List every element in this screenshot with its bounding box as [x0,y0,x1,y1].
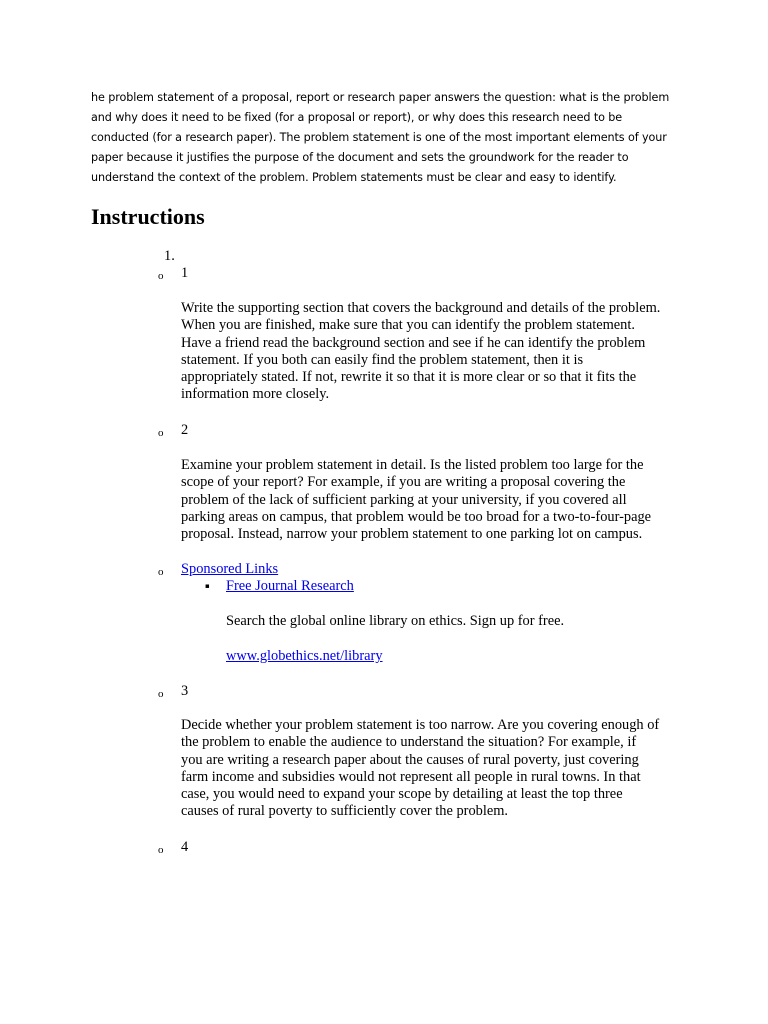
step-number: 3 [181,683,189,699]
square-bullet-marker: ▪ [205,582,210,590]
intro-paragraph: he problem statement of a proposal, report or research paper answers the question: what is the problem and why does it need to be fixed (for a proposal or report), or why does this research need to be conducted (for a research paper). The problem statement is one of the most important elements of your paper because it justifies the purpose of the document and sets the groundwork for the reader to understand the context of the problem. Problem statements must be clear and easy to identify. [91,91,670,184]
section-heading: Instructions [91,204,205,229]
bullet-marker: o [158,427,164,439]
ad-title-link[interactable]: Free Journal Research [226,578,354,594]
step-number: 2 [181,422,189,438]
bullet-marker: o [158,270,164,282]
step-text: Examine your problem statement in detail. Is the listed problem too large for the scope of your report? For example, if you are writing a proposal covering the problem of the lack of sufficient parking at your university, if you covered all parking areas on campus, that problem would be too broad for a two-to-four-page proposal. Instead, narrow your problem statement to one parking lot on campus. [181,457,652,543]
ad-url-link[interactable]: www.globethics.net/library [226,648,383,664]
bullet-marker: o [158,566,164,578]
bullet-marker: o [158,844,164,856]
step-text: Write the supporting section that covers the background and details of the problem. When you are finished, make sure that you can identify the problem statement. Have a friend read the background section and see if he can identify the problem statement. If you both can easily find the problem statement, then it is appropriately stated. If not, rewrite it so that it is more clear or so that it fits the information more closely. [181,300,661,403]
step-text: Decide whether your problem statement is too narrow. Are you covering enough of the problem to enable the audience to understand the situation? For example, if you are writing a research paper about the causes of rural poverty, just covering farm income and subsidies would not represent all people in rural towns. In that case, you would need to expand your scope by detailing at least the top three causes of rural poverty to sufficiently cover the problem. [181,717,660,820]
step-number: 1 [181,265,189,281]
list-number: 1. [164,248,175,264]
sponsored-links-link[interactable]: Sponsored Links [181,561,279,577]
step-number: 4 [181,839,189,855]
ad-description: Search the global online library on ethics. Sign up for free. [226,613,565,629]
bullet-marker: o [158,688,164,700]
